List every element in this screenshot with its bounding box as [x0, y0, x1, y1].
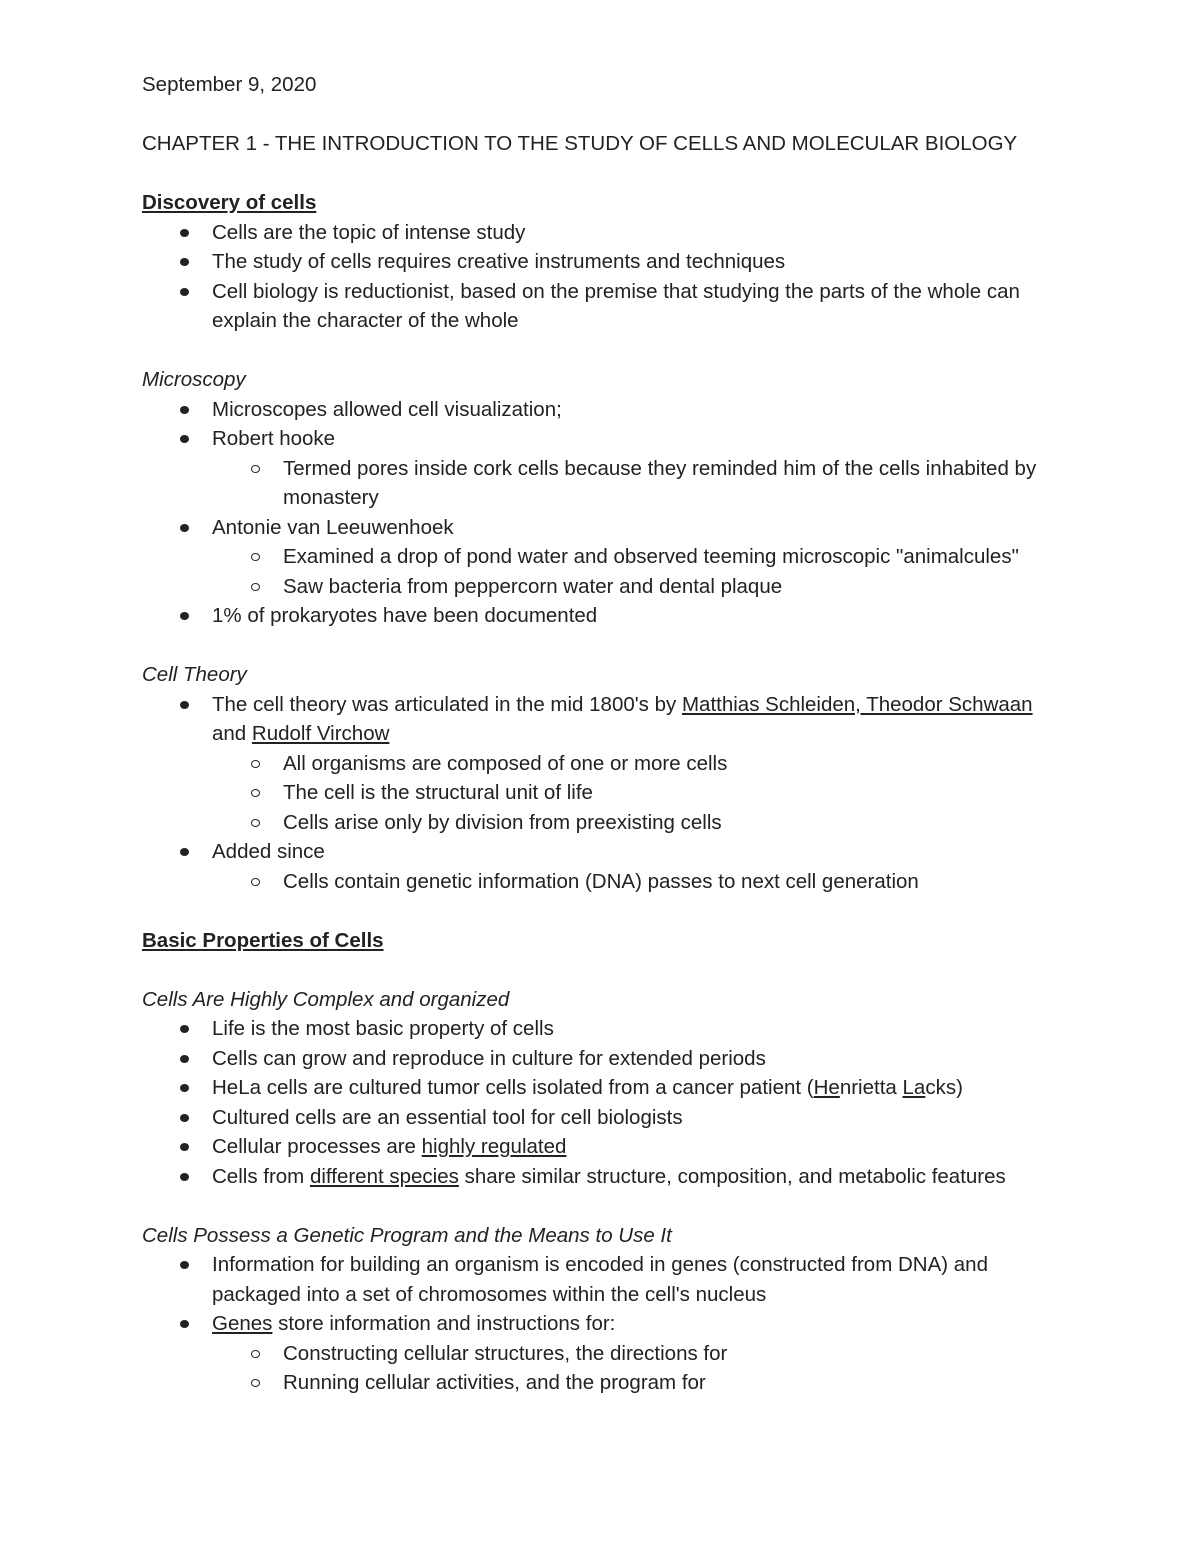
bullet-icon: [180, 1055, 189, 1063]
section-heading-discovery: Discovery of cells: [142, 191, 317, 214]
bullet-icon: [180, 435, 189, 443]
sub-list-item: Constructing cellular structures, the directions for: [212, 1339, 1072, 1369]
hollow-bullet-icon: [251, 553, 260, 561]
subheading-cell-theory: Cell Theory: [142, 663, 247, 686]
sub-list: [212, 749, 1072, 838]
sub-list-item: Cells arise only by division from preexisting cells: [212, 808, 1072, 838]
sub-list-item: Running cellular activities, and the program for: [212, 1368, 1072, 1398]
sub-list: [212, 454, 1072, 513]
bullet-icon: [180, 612, 189, 620]
hollow-bullet-icon: [251, 789, 260, 797]
bullet-icon: [180, 1114, 189, 1122]
chapter-title: CHAPTER 1 - THE INTRODUCTION TO THE STUDY OF CELLS AND MOLECULAR BIOLOGY: [142, 132, 1018, 155]
sub-list: [212, 1339, 1072, 1398]
list-item: The cell theory was articulated in the mid 1800's by Matthias Schleiden, Theodor Schwaan and Rudolf Virchow All organisms are composed of one or more cells The cell is the structural unit of life Cells arise only by division from preexisting cells: [142, 690, 1072, 838]
list-item: Genes store information and instructions for: Constructing cellular structures, the directions for Running cellular activities, and the program for: [142, 1309, 1072, 1398]
list-item: 1% of prokaryotes have been documented: [142, 601, 1072, 631]
bullet-icon: [180, 1320, 189, 1328]
document-date: September 9, 2020: [142, 73, 317, 96]
hollow-bullet-icon: [251, 878, 260, 886]
section-heading-basic-properties: Basic Properties of Cells: [142, 928, 384, 952]
hollow-bullet-icon: [251, 1350, 260, 1358]
hollow-bullet-icon: [251, 760, 260, 768]
list-item: Cells are the topic of intense study: [142, 218, 1072, 248]
bullet-icon: [180, 288, 189, 296]
list-item: HeLa cells are cultured tumor cells isolated from a cancer patient (Henrietta Lacks): [142, 1073, 1072, 1103]
underlined-name: Rudolf Virchow: [251, 722, 390, 745]
sub-list-item: The cell is the structural unit of life: [212, 778, 1072, 808]
bullet-icon: [180, 1084, 189, 1092]
list-item: Cellular processes are highly regulated: [142, 1132, 1072, 1162]
hollow-bullet-icon: [251, 1379, 260, 1387]
bullet-icon: [180, 524, 189, 532]
list-item: The study of cells requires creative instruments and techniques: [142, 247, 1072, 277]
bullet-icon: [180, 1261, 189, 1269]
list-item: Life is the most basic property of cells: [142, 1014, 1072, 1044]
list-item: Cells from different species share similar structure, composition, and metabolic features: [142, 1162, 1072, 1192]
bullet-icon: [180, 229, 189, 237]
list-item: Added since Cells contain genetic information (DNA) passes to next cell generation: [142, 837, 1072, 896]
hollow-bullet-icon: [251, 583, 260, 591]
subheading-complex: Cells Are Highly Complex and organized: [142, 987, 510, 1011]
bullet-icon: [180, 258, 189, 266]
document-page: [142, 70, 1072, 1398]
bullet-icon: [180, 1143, 189, 1151]
bullet-icon: [180, 1025, 189, 1033]
genetic-list: [142, 1250, 1072, 1398]
complex-list: [142, 1014, 1072, 1191]
sub-list: [212, 542, 1072, 601]
list-item: Cells can grow and reproduce in culture for extended periods: [142, 1044, 1072, 1074]
bullet-icon: [180, 1173, 189, 1181]
list-item: Information for building an organism is encoded in genes (constructed from DNA) and packaged into a set of chromosomes within the cell's nucleus: [142, 1250, 1072, 1309]
sub-list-item: Examined a drop of pond water and observed teeming microscopic "animalcules": [212, 542, 1072, 572]
discovery-list: [142, 218, 1072, 336]
hollow-bullet-icon: [251, 819, 260, 827]
subheading-genetic: Cells Possess a Genetic Program and the Means to Use It: [142, 1223, 672, 1247]
sub-list-item: Cells contain genetic information (DNA) passes to next cell generation: [212, 867, 1072, 897]
cell-theory-list: [142, 690, 1072, 897]
sub-list-item: All organisms are composed of one or more cells: [212, 749, 1072, 779]
bullet-icon: [180, 848, 189, 856]
list-item: Antonie van Leeuwenhoek Examined a drop of pond water and observed teeming microscopic "animalcules" Saw bacteria from peppercorn water and dental plaque: [142, 513, 1072, 602]
sub-list: [212, 867, 1072, 897]
list-item: Cell biology is reductionist, based on the premise that studying the parts of the whole can explain the character of the whole: [142, 277, 1072, 336]
microscopy-list: [142, 395, 1072, 631]
underlined-names: Matthias Schleiden, Theodor Schwaan: [681, 692, 1033, 716]
sub-list-item: Termed pores inside cork cells because they reminded him of the cells inhabited by monastery: [212, 454, 1072, 513]
hollow-bullet-icon: [251, 465, 260, 473]
list-item: Robert hooke Termed pores inside cork cells because they reminded him of the cells inhabited by monastery: [142, 424, 1072, 513]
bullet-icon: [180, 406, 189, 414]
sub-list-item: Saw bacteria from peppercorn water and dental plaque: [212, 572, 1072, 602]
list-item: Cultured cells are an essential tool for cell biologists: [142, 1103, 1072, 1133]
bullet-icon: [180, 701, 189, 709]
subheading-microscopy: Microscopy: [142, 368, 246, 391]
list-item: Microscopes allowed cell visualization;: [142, 395, 1072, 425]
